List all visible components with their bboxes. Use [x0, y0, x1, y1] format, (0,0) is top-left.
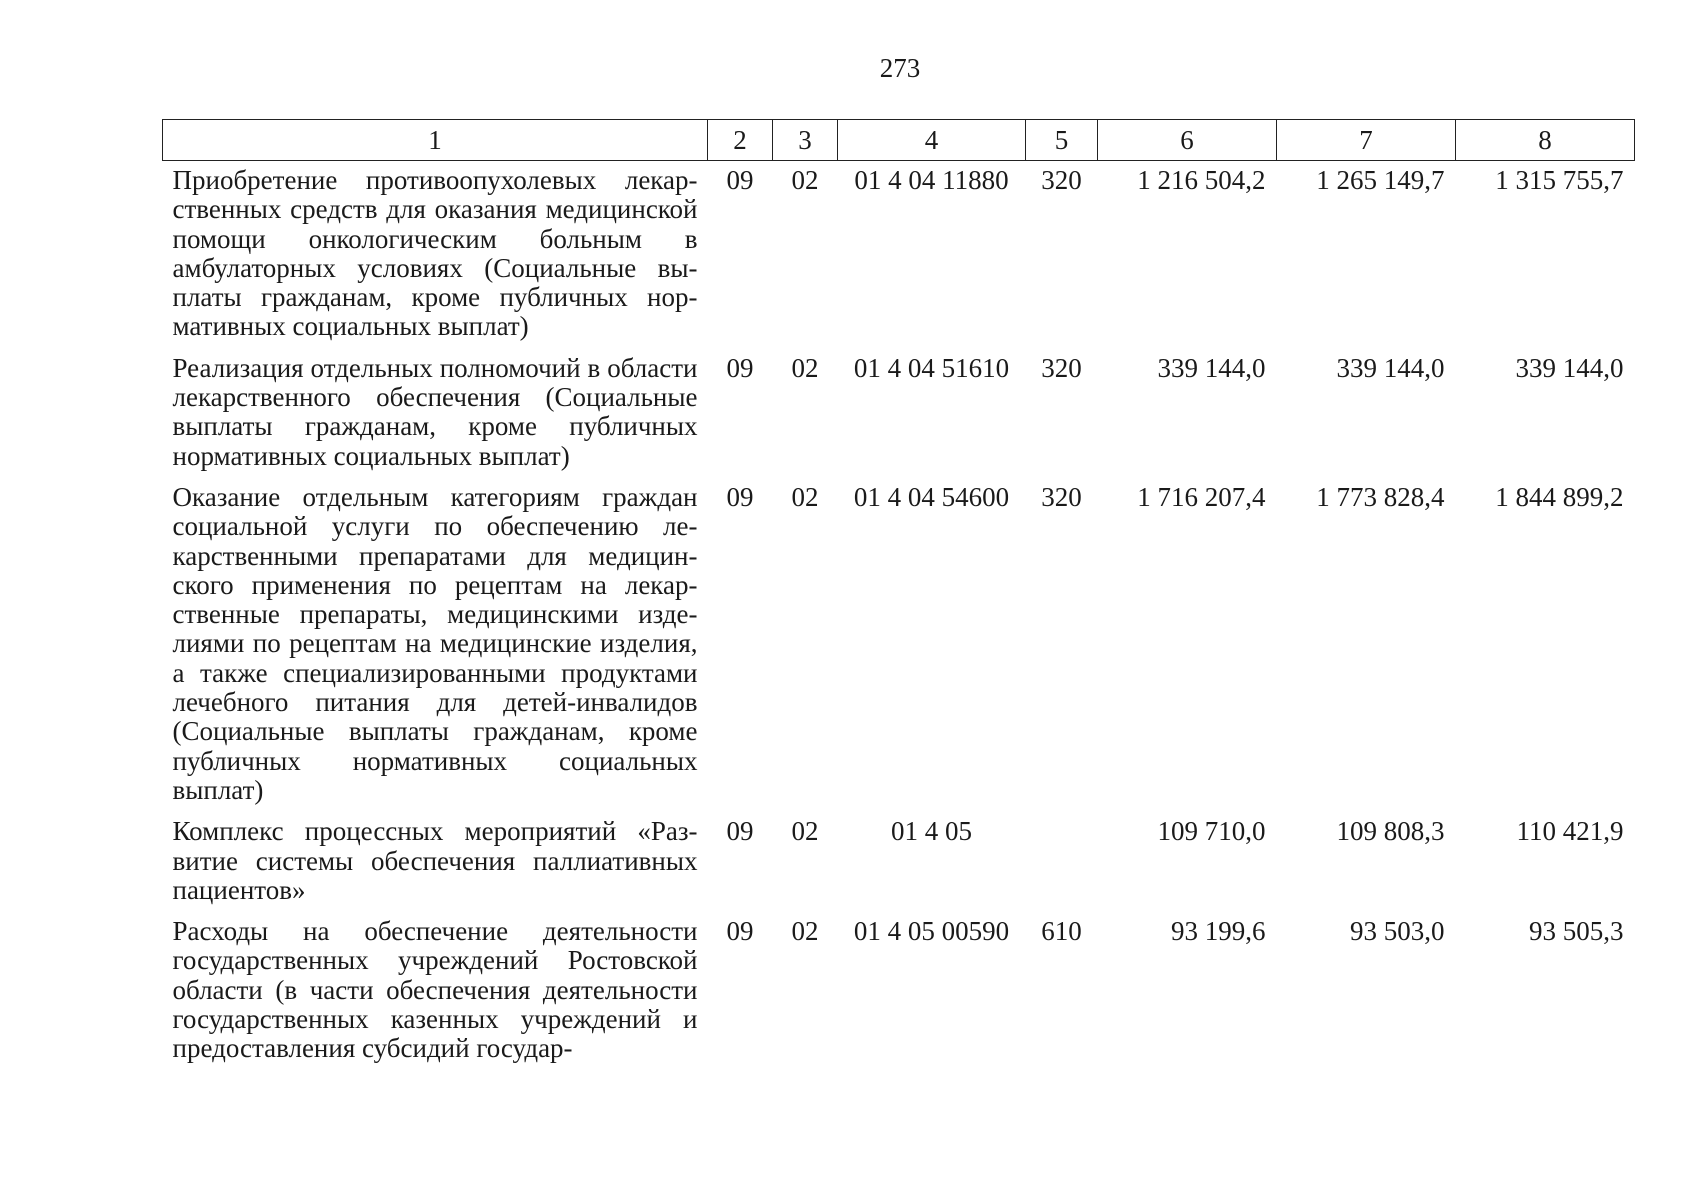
- header-col-8: 8: [1456, 120, 1635, 161]
- table-row: [163, 471, 1635, 805]
- table-row: [163, 905, 1635, 1063]
- row-section-code: 09: [726, 165, 754, 195]
- row-amount-year-2: 1 773 828,4: [1316, 481, 1445, 512]
- row-target-article: 01 4 04 54600: [853, 481, 1010, 512]
- row-description: Приобретение противоопухолевых лекарственных средств для оказания медицинской помощи онкологическим больным в амбулаторных условиях (Социальные выплаты гражданам, кроме публичных нормативных социальных выплат): [172, 165, 698, 342]
- table-header: [163, 120, 1635, 161]
- row-subsection-code: 02: [791, 916, 819, 947]
- header-col-5: 5: [1026, 120, 1098, 161]
- header-col-4: 4: [838, 120, 1026, 161]
- row-expense-type: 610: [1041, 916, 1082, 947]
- table-body: [163, 161, 1635, 1064]
- row-description: Комплекс процессных мероприятий «Развитие системы обеспечения паллиативных пациентов»: [172, 816, 698, 905]
- row-amount-year-3: 1 315 755,7: [1495, 165, 1624, 195]
- row-amount-year-1: 1 716 207,4: [1137, 481, 1266, 512]
- row-subsection-code: 02: [791, 165, 819, 195]
- header-col-6: 6: [1098, 120, 1277, 161]
- table-row: [163, 342, 1635, 471]
- row-amount-year-3: 93 505,3: [1529, 916, 1624, 947]
- row-section-code: 09: [726, 481, 754, 512]
- header-col-2: 2: [708, 120, 773, 161]
- row-amount-year-2: 109 808,3: [1336, 816, 1445, 847]
- row-amount-year-2: 93 503,0: [1350, 916, 1445, 947]
- row-subsection-code: 02: [791, 816, 819, 847]
- row-amount-year-3: 1 844 899,2: [1495, 481, 1624, 512]
- budget-table: [162, 119, 1635, 1064]
- budget-table-container: [162, 119, 1634, 1064]
- row-expense-type: 320: [1041, 352, 1082, 383]
- row-description: Реализация отдельных полномочий в области лекарственного обеспечения (Социальные выплаты гражданам, кроме публичных нормативных социальных выплат): [172, 352, 698, 471]
- row-target-article: 01 4 04 11880: [854, 165, 1009, 195]
- row-subsection-code: 02: [791, 352, 819, 383]
- header-col-7: 7: [1277, 120, 1456, 161]
- row-section-code: 09: [726, 916, 754, 947]
- row-amount-year-1: 1 216 504,2: [1137, 165, 1266, 195]
- table-row: [163, 161, 1635, 342]
- row-amount-year-1: 339 144,0: [1157, 352, 1266, 383]
- page-number: 273: [879, 53, 921, 83]
- header-col-1: 1: [163, 120, 708, 161]
- table-row: [163, 805, 1635, 905]
- row-expense-type: 320: [1041, 165, 1082, 195]
- row-amount-year-1: 109 710,0: [1157, 816, 1266, 847]
- row-section-code: 09: [726, 352, 754, 383]
- header-row: [163, 120, 1635, 161]
- row-expense-type: [1026, 805, 1098, 905]
- row-amount-year-1: 93 199,6: [1171, 916, 1266, 947]
- row-expense-type: 320: [1041, 481, 1082, 512]
- row-amount-year-2: 1 265 149,7: [1316, 165, 1445, 195]
- header-col-3: 3: [773, 120, 838, 161]
- row-target-article: 01 4 05 00590: [853, 916, 1010, 947]
- row-target-article: 01 4 05: [891, 816, 972, 847]
- row-amount-year-2: 339 144,0: [1336, 352, 1445, 383]
- row-amount-year-3: 110 421,9: [1516, 816, 1624, 847]
- row-target-article: 01 4 04 51610: [853, 352, 1010, 383]
- row-description: Расходы на обеспечение деятельности государственных учреждений Ростовской области (в части обеспечения деятельности государственных казенных учреждений и предоставления субсидий государ-: [172, 916, 698, 1064]
- row-description: Оказание отдельным категориям граждан социальной услуги по обеспечению лекарственными препаратами для медицинского применения по рецептам на лекарственные препараты, медицинскими изделиями по рецептам на медицинские изделия, а также специализированными продуктами лечебного питания для детей-инвалидов (Социальные выплаты гражданам, кроме публичных нормативных социальных выплат): [172, 481, 698, 805]
- row-section-code: 09: [726, 816, 754, 847]
- row-subsection-code: 02: [791, 481, 819, 512]
- row-amount-year-3: 339 144,0: [1515, 352, 1624, 383]
